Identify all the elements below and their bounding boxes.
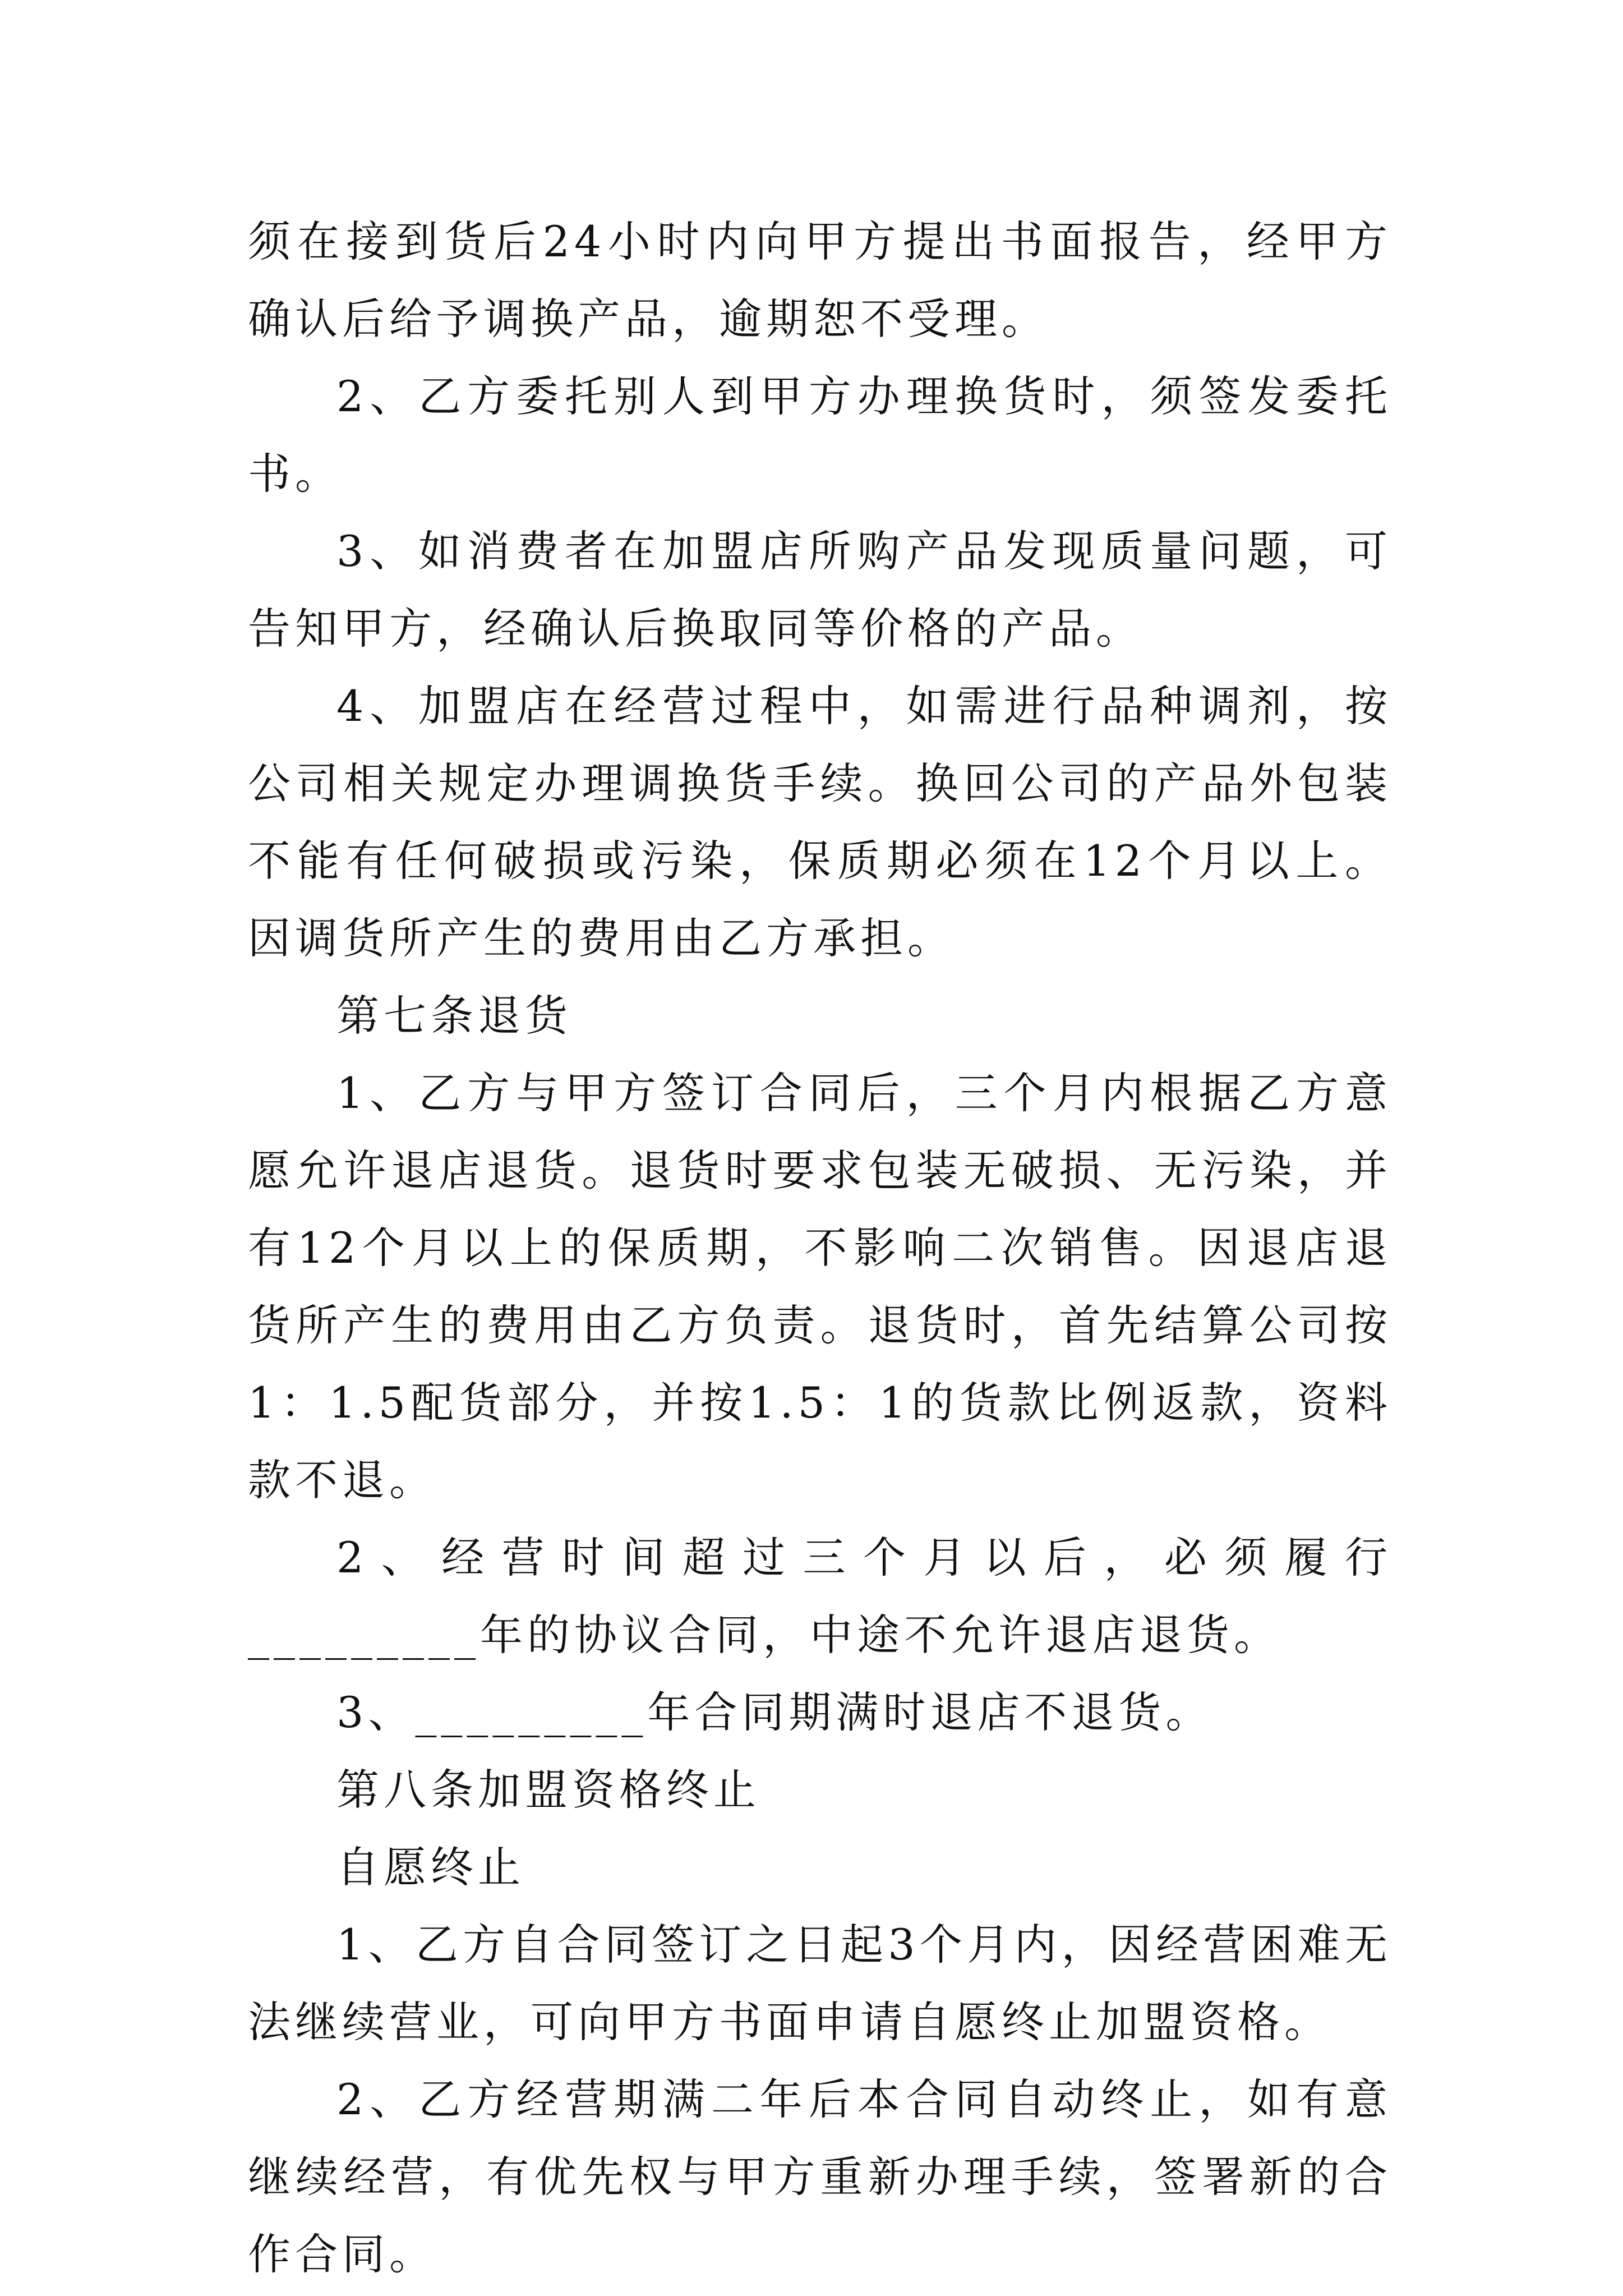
paragraph-variety-adjustment: 4、加盟店在经营过程中，如需进行品种调剂，按公司相关规定办理调换货手续。换回公司的产品外包装不能有任何破损或污染，保质期必须在12个月以上。因调货所产生的费用由乙方承担。 [248, 681, 1392, 963]
document-body [248, 203, 1392, 2293]
paragraph-contract-expiry: 3、_________年合同期满时退店不退货。 [336, 1687, 1213, 1737]
paragraph-continuation: 须在接到货后24小时内向甲方提出书面报告，经甲方确认后给予调换产品，逾期恕不受理。 [248, 217, 1392, 344]
paragraph-voluntary-termination-1: 1、乙方自合同签订之日起3个月内，因经营困难无法继续营业，可向甲方书面申请自愿终止加盟资格。 [248, 1920, 1392, 2047]
paragraph-consumer-quality: 3、如消费者在加盟店所购产品发现质量问题，可告知甲方，经确认后换取同等价格的产品。 [248, 526, 1392, 654]
subheading-voluntary-termination: 自愿终止 [336, 1842, 525, 1892]
section-heading-article-7: 第七条退货 [336, 991, 572, 1041]
paragraph-exchange-proxy: 2、乙方委托别人到甲方办理换货时，须签发委托书。 [248, 371, 1392, 499]
paragraph-return-within-three-months: 1、乙方与甲方签订合同后，三个月内根据乙方意愿允许退店退货。退货时要求包装无破损、无污染，并有12个月以上的保质期，不影响二次销售。因退店退货所产生的费用由乙方负责。退货时，首先结算公司按1：1.5配货部分，并按1.5：1的货款比例返款，资料款不退。 [248, 1068, 1392, 1505]
paragraph-after-three-months: 2、经营时间超过三个月以后，必须履行_________年的协议合同，中途不允许退店退货。 [248, 1533, 1392, 1660]
paragraph-voluntary-termination-2: 2、乙方经营期满二年后本合同自动终止，如有意继续经营，有优先权与甲方重新办理手续，签署新的合作合同。 [248, 2074, 1392, 2279]
section-heading-article-8: 第八条加盟资格终止 [336, 1765, 760, 1815]
